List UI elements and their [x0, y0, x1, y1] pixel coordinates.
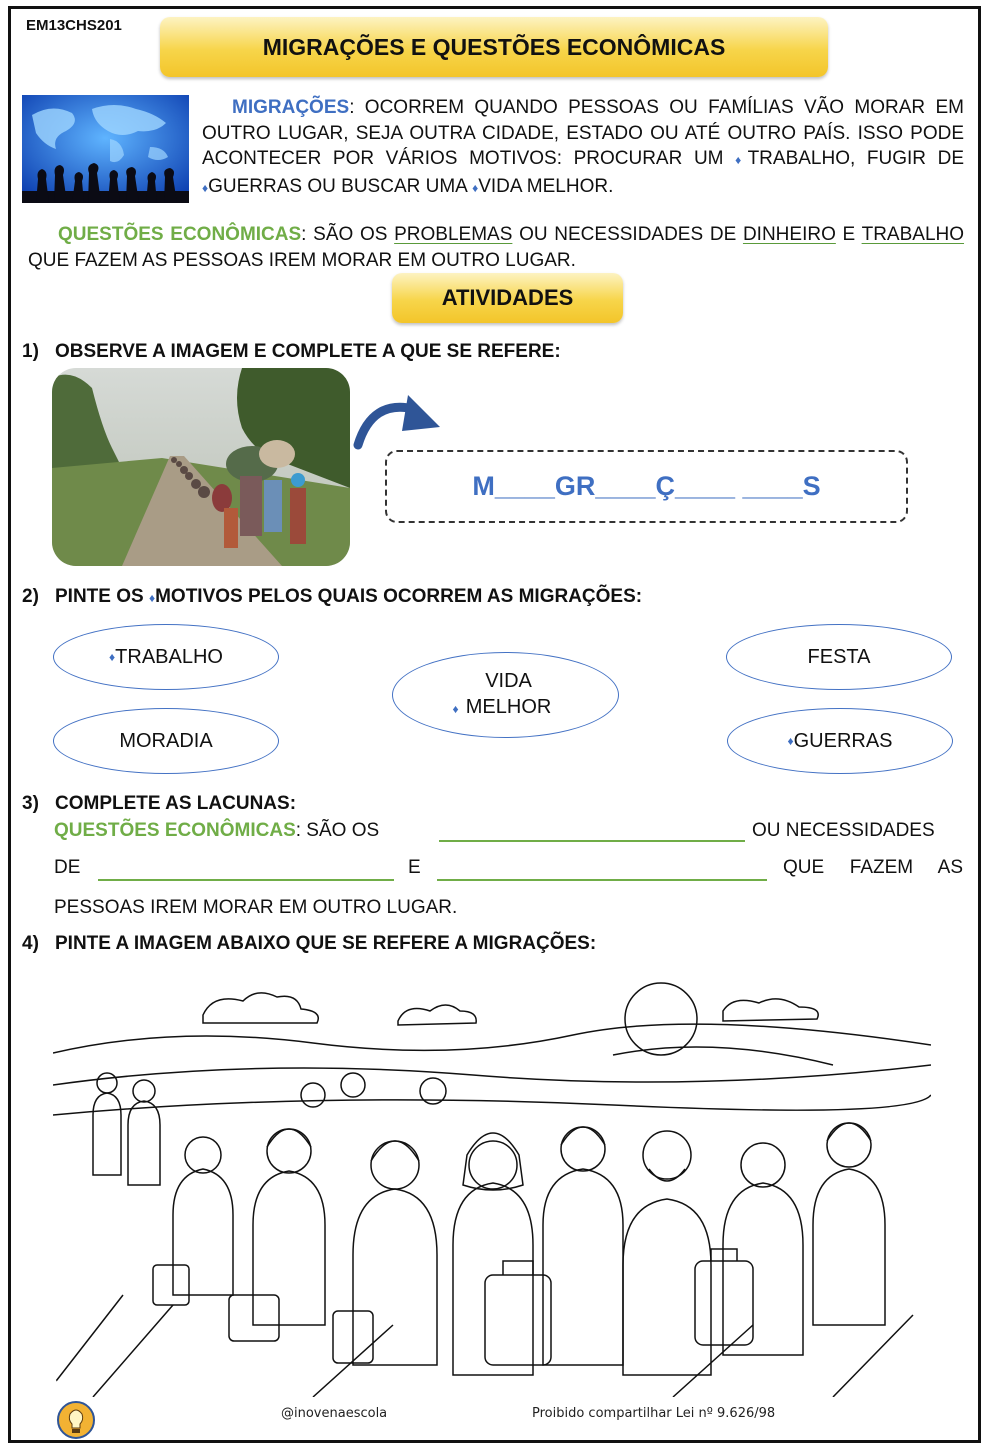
diamond-icon: ♦ [109, 650, 116, 664]
questoes-economicas-definition: QUESTÕES ECONÔMICAS: SÃO OS PROBLEMAS OU NECESSIDADES DE DINHEIRO E TRABALHO QUE FAZEM AS PESSOAS IREM MORAR EM OUTRO LUGAR. [28, 224, 965, 271]
word-completion-text: M____GR____Ç____ ____S [472, 471, 821, 501]
q3-line3: PESSOAS IREM MORAR EM OUTRO LUGAR. [54, 897, 458, 918]
diamond-icon: ♦ [735, 153, 748, 167]
atividades-heading: ATIVIDADES [392, 273, 623, 323]
option-guerras[interactable]: ♦ GUERRAS [727, 708, 953, 774]
option-festa[interactable]: FESTA [726, 624, 952, 690]
blank-dinheiro[interactable] [98, 857, 394, 881]
word-completion-box[interactable] [385, 450, 908, 523]
option-vida-melhor[interactable]: ♦VIDA MELHOR [392, 652, 619, 738]
diamond-icon: ♦ [472, 180, 479, 195]
q3-de: DE [54, 857, 81, 878]
diamond-icon: ♦ [787, 734, 794, 748]
world-map-image [22, 95, 189, 203]
footer-handle: @inovenaescola [281, 1406, 388, 1421]
footer-law: Proibido compartilhar Lei nº 9.626/98 [532, 1406, 776, 1421]
migrants-road-photo [52, 368, 350, 566]
diamond-icon: ♦ [148, 591, 156, 605]
question-4: 4) PINTE A IMAGEM ABAIXO QUE SE REFERE A MIGRAÇÕES: [22, 933, 597, 954]
migracoes-term: MIGRAÇÕES [232, 97, 350, 118]
q3-line1-end: OU NECESSIDADES [752, 820, 935, 841]
migracoes-definition: MIGRAÇÕES: OCORREM QUANDO PESSOAS OU FAMÍLIAS VÃO MORAR EM OUTRO LUGAR, SEJA OUTRA CIDADE, ESTADO OU ATÉ OUTRO PAÍS. ISSO PODE ACONTECER POR VÁRIOS MOTIVOS: PROCURAR UM ♦TRABALHO, FUGIR DE ♦GUERRAS OU BUSCAR UMA ♦VIDA MELHOR. [202, 97, 965, 197]
q3-line1-start: QUESTÕES ECONÔMICAS: SÃO OS [54, 820, 380, 841]
migrants-coloring-drawing[interactable] [53, 965, 931, 1397]
page-title: MIGRAÇÕES E QUESTÕES ECONÔMICAS [160, 17, 828, 77]
inove-logo-icon [55, 1400, 97, 1440]
skill-code: EM13CHS201 [26, 17, 122, 34]
q3-e: E [408, 857, 421, 878]
q3-que-fazem: QUE FAZEM AS [783, 857, 963, 878]
blank-trabalho[interactable] [437, 857, 767, 881]
diamond-icon: ♦ [452, 702, 459, 716]
questoes-term: QUESTÕES ECONÔMICAS [58, 224, 302, 245]
option-trabalho[interactable]: ♦ TRABALHO [53, 624, 279, 690]
blank-problemas[interactable] [439, 818, 745, 842]
curved-arrow-icon [352, 395, 444, 450]
question-2: 2) PINTE OS ♦MOTIVOS PELOS QUAIS OCORREM AS MIGRAÇÕES: [22, 586, 643, 607]
question-1: 1) OBSERVE A IMAGEM E COMPLETE A QUE SE REFERE: [22, 341, 561, 362]
option-moradia[interactable]: MORADIA [53, 708, 279, 774]
diamond-icon: ♦ [202, 180, 209, 195]
question-3: 3) COMPLETE AS LACUNAS: [22, 793, 297, 814]
